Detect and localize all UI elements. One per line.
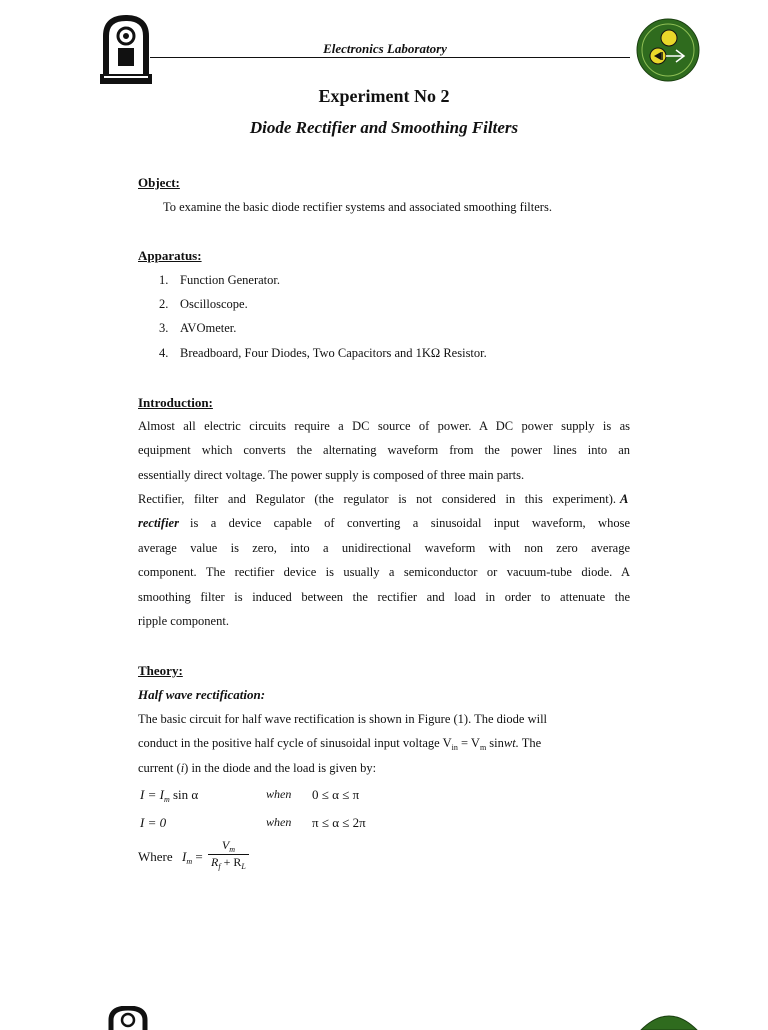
university-gate-logo-icon bbox=[105, 1006, 151, 1030]
electronics-emblem-icon bbox=[636, 18, 700, 82]
equation-1-when: when bbox=[266, 787, 292, 801]
theory-heading: Theory: bbox=[138, 663, 183, 678]
apparatus-item-number: 4. bbox=[159, 346, 169, 360]
fraction bbox=[208, 838, 249, 871]
equation-2-when: when bbox=[266, 815, 292, 829]
introduction-line: equipment which converts the alternating waveform from the power lines into an bbox=[138, 443, 630, 457]
introduction-line: Rectifier, filter and Regulator (the regulator is not considered in this experiment). bbox=[138, 492, 616, 506]
theory-line-voltage bbox=[138, 736, 541, 752]
current-symbol: i bbox=[180, 761, 185, 775]
electronics-emblem-icon bbox=[640, 1010, 698, 1030]
introduction-line: essentially direct voltage. The power supply is composed of three main parts. bbox=[138, 468, 525, 482]
eq-text: V bbox=[221, 838, 230, 852]
eq-text: I bbox=[182, 849, 187, 864]
vm-subscript: m bbox=[479, 743, 487, 752]
experiment-subtitle: Diode Rectifier and Smoothing Filters bbox=[249, 118, 519, 137]
eq-text: sin α bbox=[169, 787, 199, 802]
introduction-term-rectifier: rectifier bbox=[138, 516, 179, 530]
theory-text: conduct in the positive half cycle of sinusoidal input voltage V bbox=[138, 736, 452, 750]
apparatus-item-text: Breadboard, Four Diodes, Two Capacitors and 1KΩ Resistor. bbox=[180, 346, 487, 360]
apparatus-item-text: Function Generator. bbox=[180, 273, 280, 287]
eq-subscript: f bbox=[218, 862, 221, 871]
fraction-numerator bbox=[208, 838, 249, 854]
eq-text: I = I bbox=[140, 787, 164, 802]
theory-line: The basic circuit for half wave rectification is shown in Figure (1). The diode will bbox=[138, 712, 548, 726]
apparatus-item-number: 1. bbox=[159, 273, 169, 287]
apparatus-item-text: Oscilloscope. bbox=[180, 297, 248, 311]
eq-subscript: m bbox=[163, 795, 170, 804]
eq-subscript: L bbox=[241, 862, 246, 871]
theory-line-current bbox=[138, 761, 376, 776]
experiment-title: Experiment No 2 bbox=[318, 86, 450, 106]
apparatus-item-number: 2. bbox=[159, 297, 169, 311]
introduction-line: component. The rectifier device is usually a semiconductor or vacuum-tube diode. A bbox=[138, 565, 630, 579]
header-title: Electronics Laboratory bbox=[323, 41, 447, 56]
introduction-line: is a device capable of converting a sinusoidal input waveform, whose bbox=[190, 516, 630, 530]
eq-subscript: m bbox=[229, 845, 235, 854]
university-gate-logo-icon bbox=[98, 14, 154, 86]
header-rule bbox=[150, 57, 630, 58]
apparatus-item-number: 3. bbox=[159, 321, 169, 335]
theory-text: ) in the diode and the load is given by: bbox=[184, 761, 377, 775]
equation-2-lhs: I = 0 bbox=[140, 815, 167, 830]
eq-subscript: m bbox=[186, 857, 193, 866]
introduction-line: average value is zero, into a unidirectional waveform with non zero average bbox=[138, 541, 630, 555]
theory-text: current ( bbox=[138, 761, 181, 775]
fraction-denominator bbox=[208, 854, 249, 871]
introduction-line: Almost all electric circuits require a DC source of power. A DC power supply is as bbox=[138, 419, 630, 433]
equation-1-lhs bbox=[140, 787, 198, 804]
eq-text: R bbox=[211, 855, 219, 869]
apparatus-item-text: AVOmeter. bbox=[180, 321, 237, 335]
apparatus-heading: Apparatus: bbox=[138, 248, 202, 263]
introduction-line: smoothing filter is induced between the rectifier and load in order to attenuate the bbox=[138, 590, 630, 604]
where-label: Where bbox=[138, 849, 173, 864]
wt-symbol: wt. bbox=[503, 736, 519, 750]
vin-subscript: in bbox=[451, 743, 458, 752]
eq-text: = bbox=[192, 849, 203, 864]
theory-text: = V bbox=[457, 736, 480, 750]
object-text: To examine the basic diode rectifier systems and associated smoothing filters. bbox=[163, 200, 552, 214]
introduction-bold-a: A bbox=[620, 492, 629, 506]
introduction-line: ripple component. bbox=[138, 614, 229, 628]
im-lhs bbox=[182, 849, 203, 866]
theory-text: sin bbox=[486, 736, 504, 750]
introduction-heading: Introduction: bbox=[138, 395, 213, 410]
theory-text: The bbox=[518, 736, 542, 750]
im-fraction bbox=[208, 838, 249, 871]
equation-1-condition: 0 ≤ α ≤ π bbox=[312, 787, 360, 802]
object-heading: Object: bbox=[138, 175, 180, 190]
equation-2-condition: π ≤ α ≤ 2π bbox=[312, 815, 366, 830]
eq-text: + R bbox=[220, 855, 242, 869]
half-wave-subheading: Half wave rectification: bbox=[138, 687, 266, 702]
